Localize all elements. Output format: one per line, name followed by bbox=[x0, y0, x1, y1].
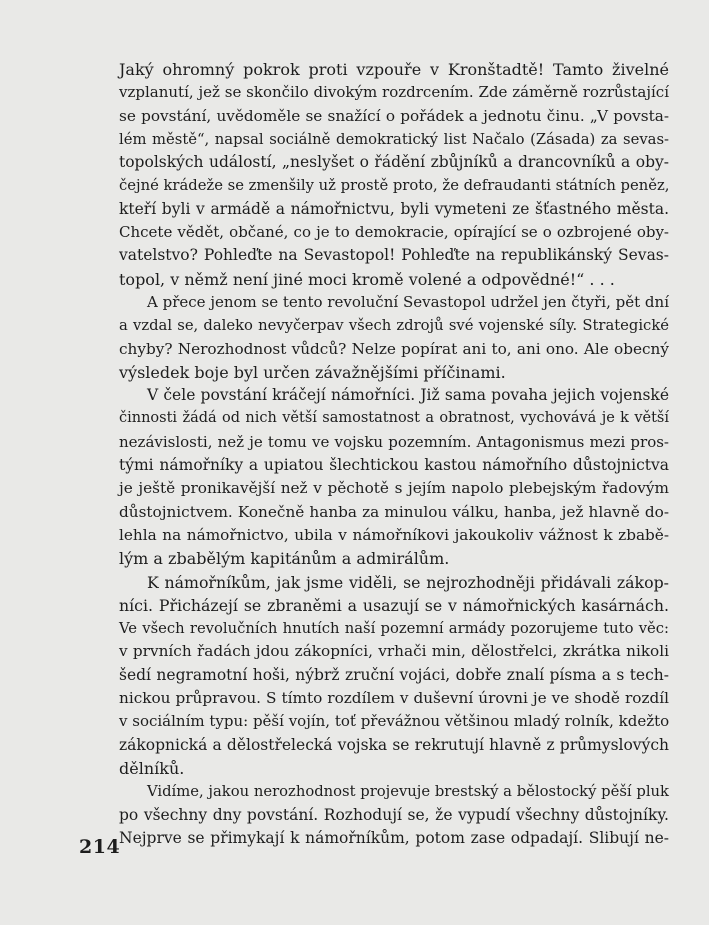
text-line: zákopnická a dělostřelecká vojska se rekrutují hlavně z průmyslových bbox=[119, 735, 669, 754]
text-line: v prvních řadách jdou zákopníci, vrhači min, dělostřelci, zkrátka nikoli bbox=[119, 642, 669, 661]
text-line: lehla na námořnictvo, ubila v námořníkovi jakoukoliv vážnost k zbabě- bbox=[119, 525, 669, 544]
text-line: výsledek boje byl určen závažnějšími příčinami. bbox=[119, 362, 506, 382]
text-line: činnosti žádá od nich větší samostatnost a obratnost, vychovává je k větší bbox=[119, 410, 669, 427]
text-line: a vzdal se, daleko nevyčerpav všech zdrojů své vojenské síly. Strategické bbox=[119, 317, 669, 335]
text-line: je ještě pronikavější než v pěchotě s jejím napolo plebejským řadovým bbox=[119, 479, 669, 498]
text-line: šedí negramotní hoši, nýbrž zruční vojáci, dobře znalí písma a s tech- bbox=[119, 665, 669, 684]
text-line: Vidíme, jakou nerozhodnost projevuje brestský a bělostocký pěší pluk bbox=[147, 783, 669, 801]
text-line: nezávislosti, než je tomu ve vojsku pozemním. Antagonismus mezi pros- bbox=[119, 432, 669, 451]
text-line: Ve všech revolučních hnutích naší pozemní armády pozorujeme tuto věc: bbox=[119, 620, 669, 638]
text-line: vzplanutí, jež se skončilo divokým rozdrcením. Zde záměrně rozrůstající bbox=[119, 83, 669, 102]
text-line: lém městě“, napsal sociálně demokratický list Načalo (Zásada) za sevas- bbox=[119, 130, 669, 148]
text-line: dělníků. bbox=[119, 758, 185, 778]
text-line: K námořníkům, jak jsme viděli, se nejrozhodněji přidávali zákop- bbox=[147, 572, 669, 592]
text-line: V čele povstání kráčejí námořníci. Již sama povaha jejich vojenské bbox=[147, 386, 669, 405]
text-line: čejné krádeže se zmenšily už prostě proto, že defraudanti státních peněz, bbox=[119, 177, 670, 195]
text-line: chyby? Nerozhodnost vůdců? Nelze popírat ani to, ani ono. Ale obecný bbox=[119, 339, 669, 358]
text-line: vatelstvo? Pohleďte na Sevastopol! Pohleďte na republikánský Sevas- bbox=[119, 246, 669, 265]
text-line: po všechny dny povstání. Rozhodují se, že vypudí všechny důstojníky. bbox=[119, 805, 669, 824]
text-line: v sociálním typu: pěší vojín, toť převážnou většinou mladý rolník, kdežto bbox=[119, 712, 670, 731]
text-line: tými námořníky a upiatou šlechtickou kastou námořního důstojnictva bbox=[119, 456, 669, 475]
text-line: kteří byli v armádě a námořnictvu, byli vymeteni ze šťastného města. bbox=[119, 199, 669, 218]
text-line: Nejprve se přimykají k námořníkům, potom zase odpadají. Slibují ne- bbox=[119, 828, 669, 847]
text-line: Chcete vědět, občané, co je to demokracie, opírající se o ozbrojené oby- bbox=[119, 223, 669, 242]
text-line: nickou průpravou. S tímto rozdílem v duševní úrovni je ve shodě rozdíl bbox=[119, 689, 669, 708]
text-line: A přece jenom se tento revoluční Sevastopol udržel jen čtyři, pět dní bbox=[147, 292, 669, 311]
text-line: důstojnictvem. Konečně hanba za minulou válku, hanba, jež hlavně do- bbox=[119, 502, 669, 521]
text-line: se povstání, uvědoměle se snažící o pořádek a jednotu činu. „V povsta- bbox=[119, 106, 669, 125]
text-line: lým a zbabělým kapitánům a admirálům. bbox=[119, 549, 450, 569]
text-line: topolských událostí, „neslyšet o řádění zbůjníků a drancovníků a oby- bbox=[119, 153, 669, 172]
page-number: 214 bbox=[79, 836, 121, 858]
text-line: topol, v němž není jiné moci kromě volené a odpovědné!“ . . . bbox=[119, 269, 615, 289]
body-text bbox=[119, 58, 669, 850]
text-line: Jaký ohromný pokrok proti vzpouře v Kronštadtě! Tamto živelné bbox=[119, 60, 669, 79]
text-line: níci. Přicházejí se zbraněmi a usazují se v námořnických kasárnách. bbox=[119, 595, 669, 615]
